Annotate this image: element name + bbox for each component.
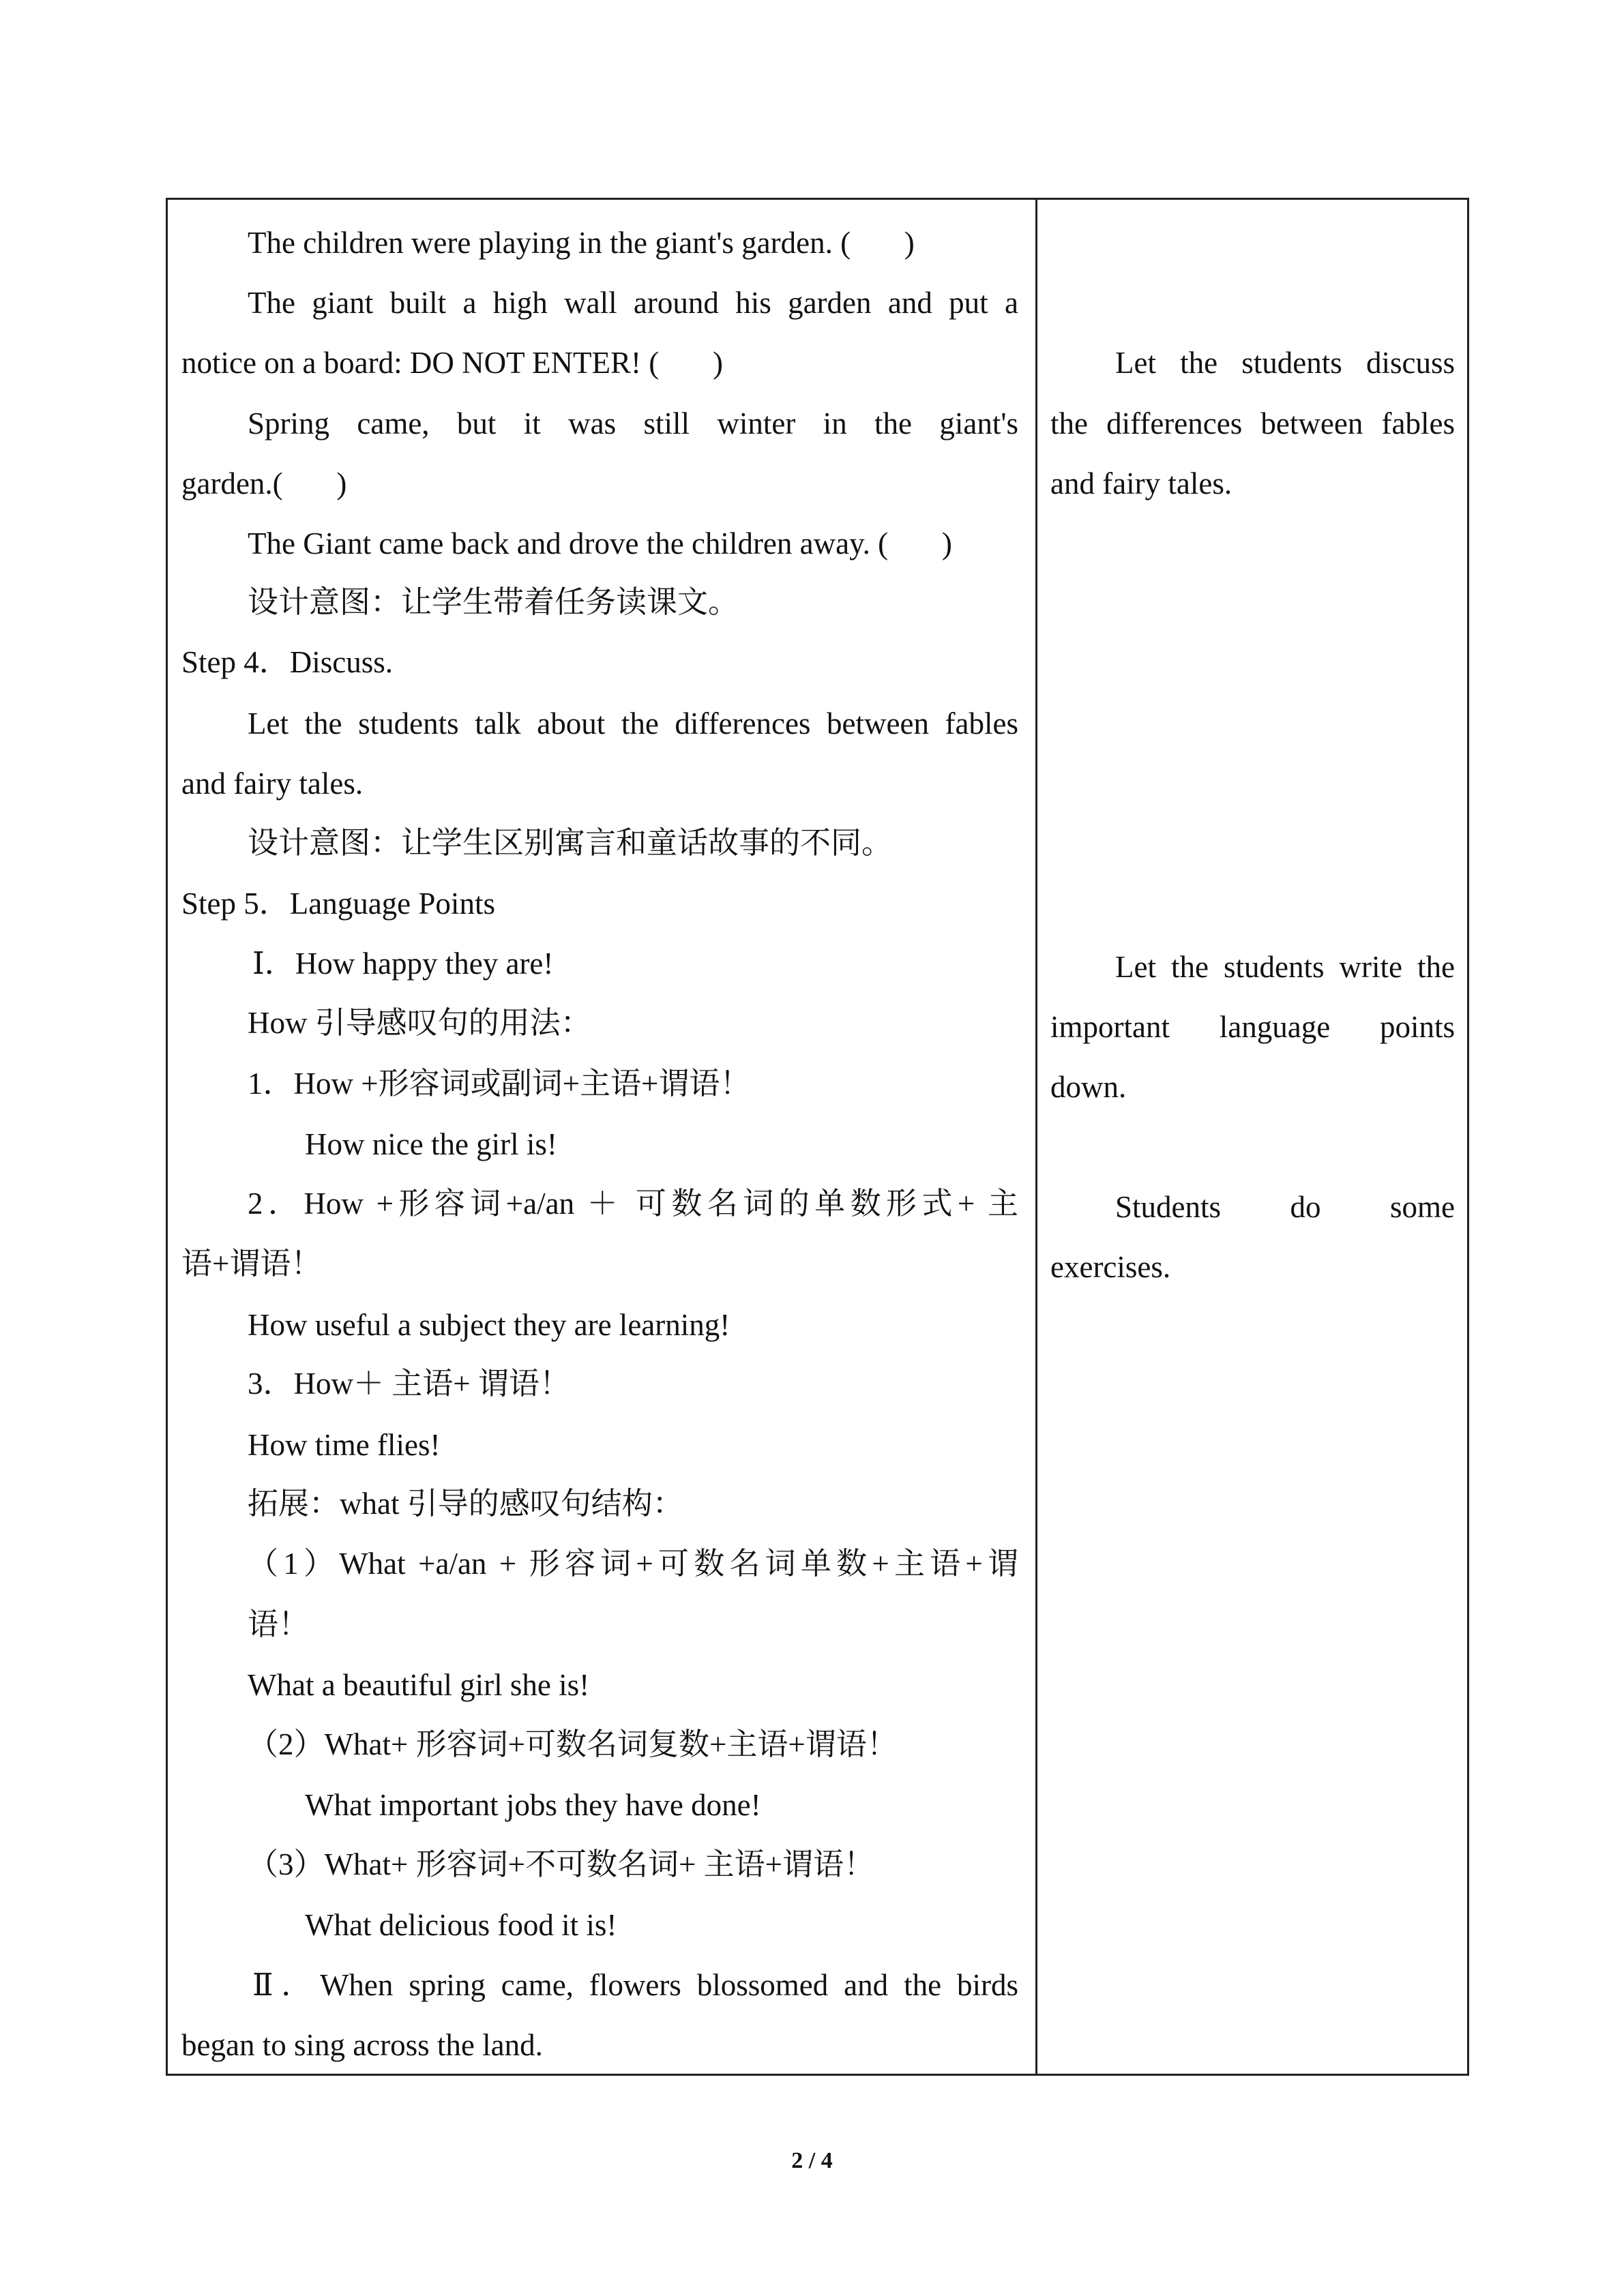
how-usage-intro: How 引导感叹句的用法：: [248, 1006, 591, 1040]
what-example-3: What delicious food it is!: [305, 1908, 617, 1942]
point-2-line-2: began to sing across the land.: [181, 2028, 543, 2062]
what-rule-3: （3）What+ 形容词+不可数名词+ 主语+谓语！: [248, 1847, 874, 1881]
activity-2-line-2: important language points: [1050, 1010, 1455, 1044]
activity-2-line-3: down.: [1050, 1070, 1127, 1104]
activity-1-line-1: Let the students discuss: [1115, 346, 1455, 380]
step-4-heading: Step 4．Discuss.: [181, 645, 394, 679]
task-sentence-3-line-2: garden.( ): [181, 466, 347, 501]
design-intent-1: 设计意图：让学生带着任务读课文。: [248, 585, 739, 619]
what-extension-intro: 拓展：what 引导的感叹句结构：: [248, 1487, 683, 1521]
activity-1-line-3: and fairy tales.: [1050, 466, 1232, 501]
step-4-text-line-1: Let the students talk about the differences between fables: [248, 706, 1018, 741]
what-example-2: What important jobs they have done!: [305, 1788, 761, 1822]
how-rule-2-line-1: 2．How +形容词+a/an ＋ 可数名词的单数形式+ 主: [248, 1187, 1018, 1221]
task-sentence-2-line-1: The giant built a high wall around his garden and put a: [248, 286, 1018, 320]
activity-3-line-2: exercises.: [1050, 1250, 1171, 1284]
task-sentence-1: The children were playing in the giant's garden. ( ): [248, 226, 915, 260]
what-example-1: What a beautiful girl she is!: [248, 1668, 590, 1702]
how-rule-2-line-2: 语+谓语！: [181, 1247, 322, 1281]
step-4-text-line-2: and fairy tales.: [181, 766, 364, 801]
how-example-2: How useful a subject they are learning!: [248, 1308, 730, 1342]
how-rule-3: 3．How＋ 主语+ 谓语！: [248, 1367, 570, 1401]
page-number: 2 / 4: [791, 2148, 833, 2173]
column-divider: [1035, 200, 1037, 2074]
point-1-heading: Ⅰ．How happy they are!: [252, 946, 554, 981]
activity-3-line-1: Students do some: [1115, 1190, 1455, 1224]
design-intent-2: 设计意图：让学生区别寓言和童话故事的不同。: [248, 826, 893, 860]
task-sentence-2-line-2: notice on a board: DO NOT ENTER! ( ): [181, 346, 723, 380]
activity-1-line-2: the differences between fables: [1050, 406, 1455, 441]
how-example-3: How time flies!: [248, 1428, 441, 1462]
what-rule-1-line-2: 语！: [248, 1607, 310, 1641]
point-2-line-1: Ⅱ．When spring came, flowers blossomed and the birds: [252, 1968, 1018, 2002]
task-sentence-4: The Giant came back and drove the children away. ( ): [248, 526, 952, 561]
how-example-1: How nice the girl is!: [305, 1127, 557, 1161]
what-rule-1-line-1: （1）What +a/an + 形容词+可数名词单数+主语+谓: [248, 1547, 1018, 1581]
task-sentence-3-line-1: Spring came, but it was still winter in the giant's: [248, 406, 1018, 441]
step-5-heading: Step 5．Language Points: [181, 886, 495, 921]
what-rule-2: （2）What+ 形容词+可数名词复数+主语+谓语！: [248, 1727, 898, 1761]
activity-2-line-1: Let the students write the: [1115, 950, 1455, 984]
how-rule-1: 1．How +形容词或副词+主语+谓语！: [248, 1067, 751, 1101]
